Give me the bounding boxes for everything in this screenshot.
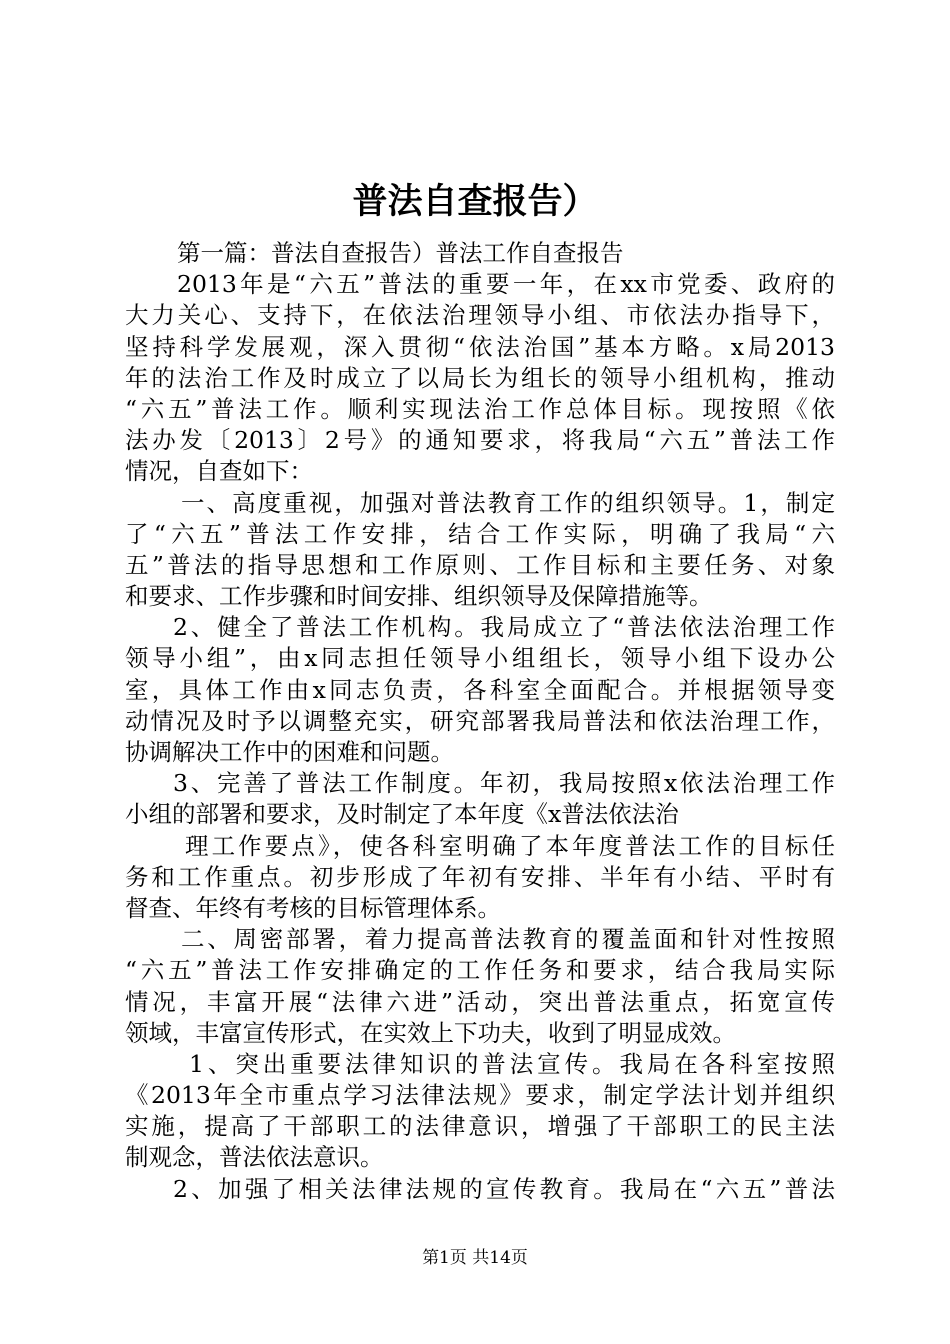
text-line: 情况，丰富开展“法律六进”活动，突出普法重点，拓宽宣传 (125, 987, 835, 1016)
text-line: 大力关心、支持下，在依法治理领导小组、市依法办指导下， (125, 301, 835, 330)
text-line: 了“六五”普法工作安排，结合工作实际，明确了我局“六 (125, 519, 835, 548)
page-footer: 第1页 共14页 (422, 1248, 528, 1268)
text-line: 协调解决工作中的困难和问题。 (125, 738, 454, 766)
text-line: 《2013年全市重点学习法律法规》要求，制定学法计划并组织 (125, 1081, 835, 1110)
text-line: 领导小组”，由x同志担任领导小组组长，领导小组下设办公 (125, 644, 835, 673)
text-line: 坚持科学发展观，深入贯彻“依法治国”基本方略。x局2013 (125, 332, 835, 361)
text-line: 室，具体工作由x同志负责，各科室全面配合。并根据领导变 (125, 675, 835, 704)
text-line: 二、周密部署，着力提高普法教育的覆盖面和针对性按照 (181, 925, 835, 954)
text-line: 督查、年终有考核的目标管理体系。 (125, 893, 501, 922)
document-title: 普法自查报告） (352, 181, 598, 222)
text-line: 2、加强了相关法律法规的宣传教育。我局在“六五”普法 (173, 1174, 835, 1203)
text-line: “六五”普法工作。顺利实现法治工作总体目标。现按照《依 (125, 394, 835, 423)
text-line: 制观念，普法依法意识。 (125, 1143, 384, 1172)
text-line: 理工作要点》，使各科室明确了本年度普法工作的目标任 (185, 831, 835, 860)
text-line: 1、突出重要法律知识的普法宣传。我局在各科室按照 (189, 1049, 835, 1078)
text-line: 领域，丰富宣传形式，在实效上下功夫，收到了明显成效。 (125, 1018, 736, 1047)
text-line: “六五”普法工作安排确定的工作任务和要求，结合我局实际 (125, 956, 835, 985)
document-body (125, 238, 835, 1205)
text-line: 年的法治工作及时成立了以局长为组长的领导小组机构，推动 (125, 363, 835, 392)
text-line: 务和工作重点。初步形成了年初有安排、半年有小结、平时有 (125, 862, 835, 891)
text-line: 实施，提高了干部职工的法律意识，增强了干部职工的民主法 (125, 1112, 835, 1141)
text-line: 动情况及时予以调整充实，研究部署我局普法和依法治理工作， (125, 706, 835, 735)
text-line: 法办发〔2013〕2号》的通知要求，将我局“六五”普法工作 (125, 426, 835, 455)
text-line: 第一篇：普法自查报告）普法工作自查报告 (177, 239, 624, 267)
text-line: 小组的部署和要求，及时制定了本年度《x普法依法治 (125, 800, 679, 829)
text-line: 2013年是“六五”普法的重要一年，在xx市党委、政府的 (177, 270, 835, 299)
text-line: 3、完善了普法工作制度。年初，我局按照x依法治理工作 (173, 769, 835, 798)
text-line: 和要求、工作步骤和时间安排、组织领导及保障措施等。 (125, 582, 713, 611)
text-line: 情况，自查如下： (125, 457, 313, 486)
text-line: 一、高度重视，加强对普法教育工作的组织领导。1，制定 (181, 488, 835, 517)
text-line: 2、健全了普法工作机构。我局成立了“普法依法治理工作 (173, 613, 835, 642)
text-line: 五”普法的指导思想和工作原则、工作目标和主要任务、对象 (125, 550, 835, 579)
